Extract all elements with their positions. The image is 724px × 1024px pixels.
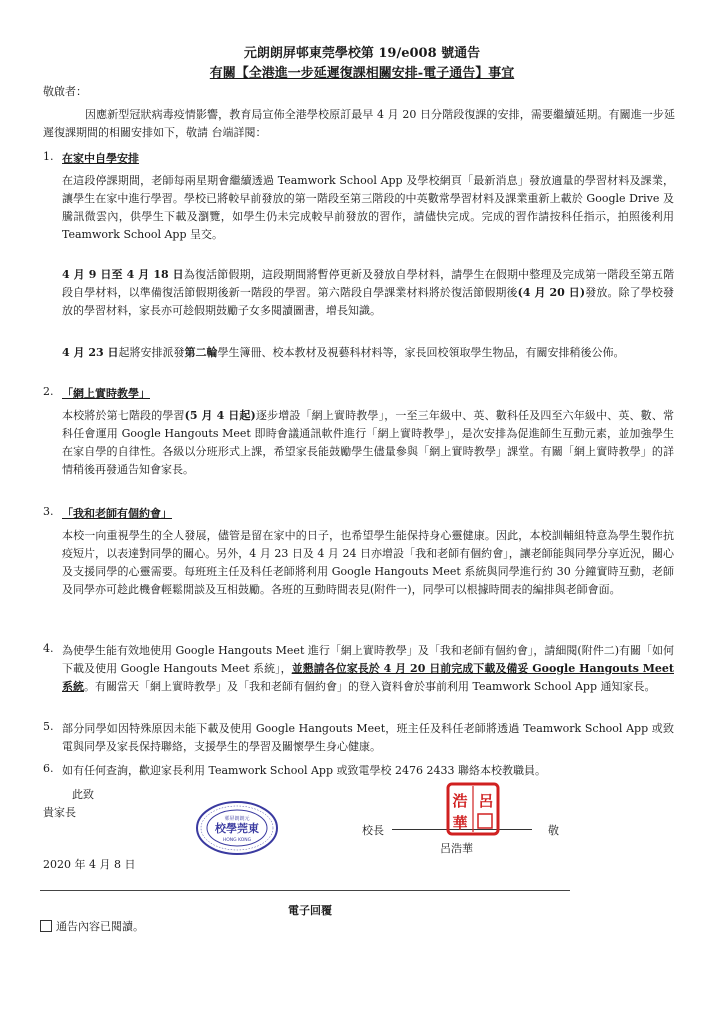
respect-mark: 敬 bbox=[548, 824, 559, 837]
notice-date: 2020 年 4 月 8 日 bbox=[43, 858, 136, 871]
greeting: 敬啟者： bbox=[43, 85, 87, 98]
closing-addressee: 貴家長 bbox=[43, 806, 76, 819]
section-3-paragraph: 本校一向重視學生的全人發展，儘管是留在家中的日子，也希望學生能保持身心靈健康。因此，本校訓輔組特意為學生製作抗疫短片，以表達對同學的關心。另外，4 月 23 日及 4 月 24 日亦增設「我和老師有個約會」，讓老師能與同學分享近況，關心及支援同學的心靈需要。每班班主任及科任老師將利用 Google Hangouts Meet 系統與同學進行約 30 分鐘實時互動，老師及同學亦可趁此機會輕鬆閒談及互相鼓勵。各班的互動時間表見(附件一)，同學可以根據時間表的編排與老師會面。 bbox=[62, 529, 674, 596]
svg-text:浩: 浩 bbox=[452, 792, 468, 810]
item-6-text: 如有任何查詢，歡迎家長利用 Teamwork School App 或致電學校 2476 2433 聯絡本校教職員。 bbox=[62, 764, 546, 777]
section-1-paragraph-3: 4 月 23 日起將安排派發第二輪學生簿冊、校本教材及視藝科材料等，家長回校領取學生物品，有關安排稍後公佈。 bbox=[62, 346, 625, 359]
item-number-5: 5. bbox=[43, 720, 54, 733]
item-number-4: 4. bbox=[43, 642, 54, 655]
section-heading-online-teaching: 「網上實時教學」 bbox=[62, 387, 150, 400]
read-confirmation-checkbox[interactable] bbox=[40, 920, 52, 932]
section-heading-teacher-meeting: 「我和老師有個約會」 bbox=[62, 507, 172, 520]
section-number-2: 2. bbox=[43, 385, 54, 398]
svg-text:校學莞東: 校學莞東 bbox=[215, 822, 259, 835]
closing-regards: 此致 bbox=[72, 788, 94, 801]
intro-paragraph: 因應新型冠狀病毒疫情影響，教育局宣佈全港學校原訂最早 4 月 20 日分階段復課的安排，需要繼續延期。有關進一步延遲復課期間的相關安排如下，敬請 台端詳閱： bbox=[43, 108, 675, 139]
section-heading-home-learning: 在家中自學安排 bbox=[62, 152, 139, 165]
item-5-text: 部分同學如因特殊原因未能下載及使用 Google Hangouts Meet，班主任及科任老師將透過 Teamwork School App 或致電與同學及家長保持聯絡，支援學生的學習及關懷學生身心健康。 bbox=[62, 722, 674, 753]
section-2-paragraph: 本校將於第七階段的學習(5 月 4 日起)逐步增設「網上實時教學」，一至三年級中、英、數科任及四至六年級中、英、數、常科任會運用 Google Hangouts Meet 即時會議通訊軟件進行「網上實時教學」，是次安排為促進師生互動元素，並加強學生在家自學的自律性。各級以分班形式上課，希望家長能鼓勵學生儘量參與「網上實時教學」課堂。有關「網上實時教學」的詳情稍後再發通告知會家長。 bbox=[62, 409, 674, 476]
reply-divider bbox=[40, 890, 570, 891]
principal-label: 校長 bbox=[362, 824, 384, 837]
svg-text:呂: 呂 bbox=[478, 792, 494, 810]
school-seal-logo bbox=[195, 800, 279, 856]
release-date: (4 月 20 日) bbox=[517, 286, 586, 299]
easter-date-range: 4 月 9 日至 4 月 18 日 bbox=[62, 268, 184, 281]
svg-text:華: 華 bbox=[452, 814, 468, 832]
svg-text:邨屏朗朗元: 邨屏朗朗元 bbox=[224, 816, 250, 822]
online-start-date: (5 月 4 日起) bbox=[184, 409, 256, 422]
principal-name: 呂浩華 bbox=[440, 842, 473, 855]
second-round: 第二輪 bbox=[184, 346, 218, 359]
section-1-paragraph-2: 4 月 9 日至 4 月 18 日為復活節假期，這段期間將暫停更新及發放自學材料，請學生在假期中整理及完成第一階段至第五階段自學材料，以準備復活節假期後新一階段的學習。第六階段自學課業材料將於復活節假期後(4 月 20 日)發放。除了學校發放的學習材料，家長亦可趁假期鼓勵子女多閱讀圖書，增長知識。 bbox=[62, 268, 675, 317]
download-deadline-notice: 並懇請各位家長於 4 月 20 日前完成下載及備妥 Google Hangouts Meet 系統 bbox=[62, 662, 674, 693]
collection-date: 4 月 23 日 bbox=[62, 346, 119, 359]
item-number-6: 6. bbox=[43, 762, 54, 775]
svg-text:HONG KONG: HONG KONG bbox=[222, 838, 252, 843]
section-number-3: 3. bbox=[43, 505, 54, 518]
notice-title-subject: 有關【全港進一步延遲復課相關安排-電子通告】事宜 bbox=[209, 66, 515, 81]
read-confirmation-label: 通告內容已閱讀。 bbox=[56, 920, 144, 933]
item-4-text: 為使學生能有效地使用 Google Hangouts Meet 進行「網上實時教學」及「我和老師有個約會」，請細閱(附件二)有關「如何下載及使用 Google Hangouts Meet 系統」，並懇請各位家長於 4 月 20 日前完成下載及備妥 Google Hangouts Meet 系統。有關當天「網上實時教學」及「我和老師有個約會」的登入資料會於事前利用 Teamwork School App 通知家長。 bbox=[62, 644, 674, 693]
section-1-paragraph-1: 在這段停課期間，老師每兩星期會繼續透過 Teamwork School App 及學校網頁「最新消息」發放適量的學習材料及課業，讓學生在家中進行學習。學校已將較早前發放的第一階段至第三階段的中英數常學習材料及課業重新上載於 Google Drive 及騰訊微雲內，供學生下載及瀏覽，如學生仍未完成較早前發放的習作，請儘快完成。完成的習作請按科任指示，拍照後利用 Teamwork School App 呈交。 bbox=[62, 174, 674, 241]
section-number-1: 1. bbox=[43, 150, 54, 163]
notice-title-number: 元朗朗屏邨東莞學校第 19/e008 號通告 bbox=[243, 46, 481, 61]
principal-chop-stamp bbox=[446, 782, 500, 836]
reply-section-title: 電子回覆 bbox=[288, 904, 332, 917]
